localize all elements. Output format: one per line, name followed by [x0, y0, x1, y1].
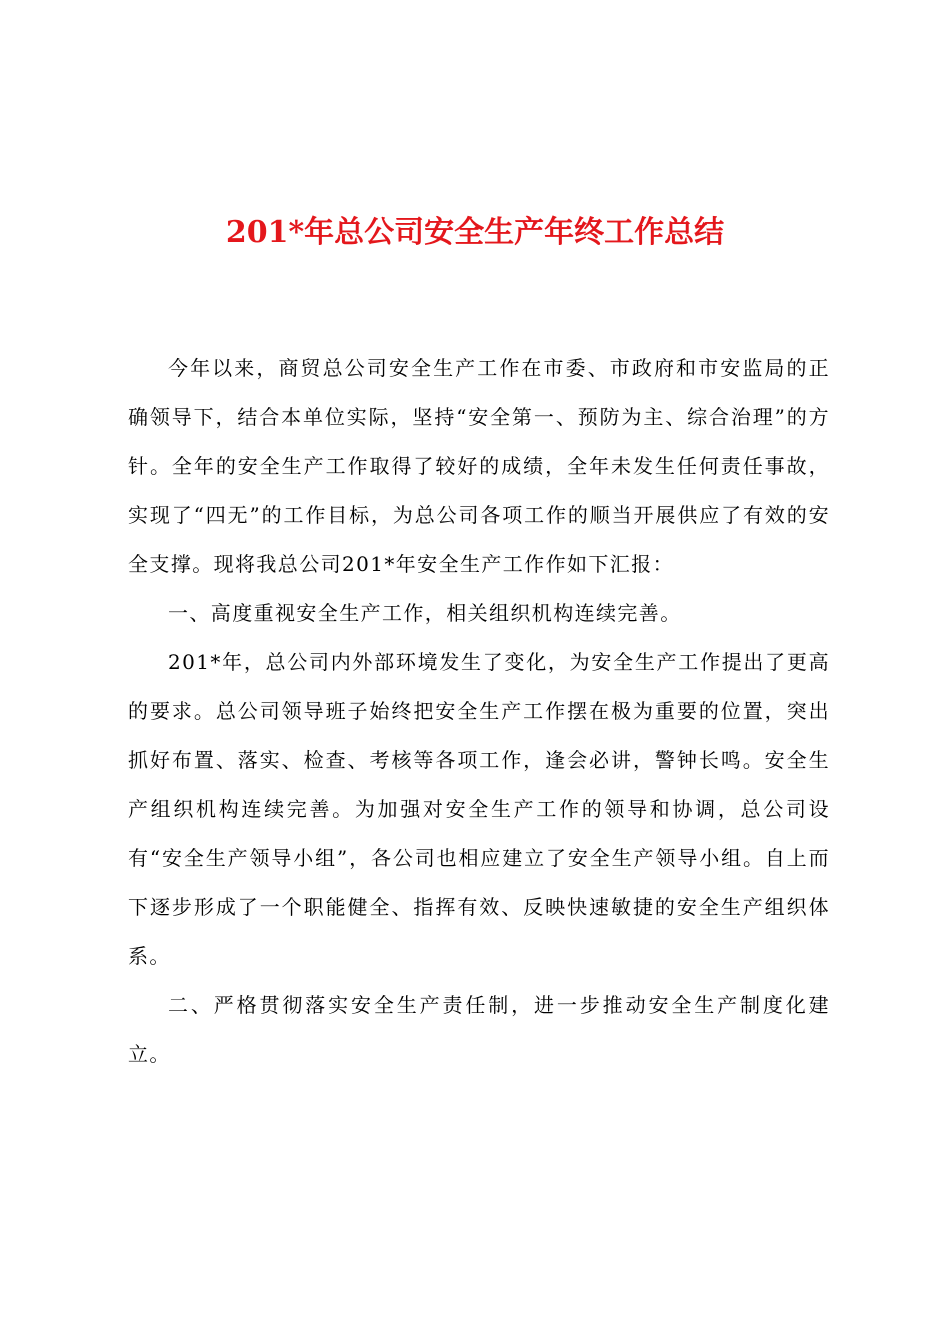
paragraph-section-1-heading: 一、高度重视安全生产工作，相关组织机构连续完善。 — [168, 601, 682, 625]
paragraph-intro: 今年以来，商贸总公司安全生产工作在市委、市政府和市安监局的正确领导下，结合本单位实际，坚持“安全第一、预防为主、综合治理”的方针。全年的安全生产工作取得了较好的成绩，全年未发生任何责任事故，实现了“四无”的工作目标，为总公司各项工作的顺当开展供应了有效的安全支撑。现将我总公司201*年安全生产工作作如下汇报： — [128, 356, 830, 576]
paragraph-section-2-heading: 二、严格贯彻落实安全生产责任制，进一步推动安全生产制度化建立。 — [128, 993, 830, 1066]
document-body — [128, 344, 830, 1079]
document-title: 201*年总公司安全生产年终工作总结 — [225, 215, 725, 250]
paragraph-section-1-body: 201*年，总公司内外部环境发生了变化，为安全生产工作提出了更高的要求。总公司领导班子始终把安全生产工作摆在极为重要的位置，突出抓好布置、落实、检查、考核等各项工作，逢会必讲，警钟长鸣。安全生产组织机构连续完善。为加强对安全生产工作的领导和协调，总公司设有“安全生产领导小组”，各公司也相应建立了安全生产领导小组。自上而下逐步形成了一个职能健全、指挥有效、反映快速敏捷的安全生产组织体系。 — [128, 650, 830, 968]
